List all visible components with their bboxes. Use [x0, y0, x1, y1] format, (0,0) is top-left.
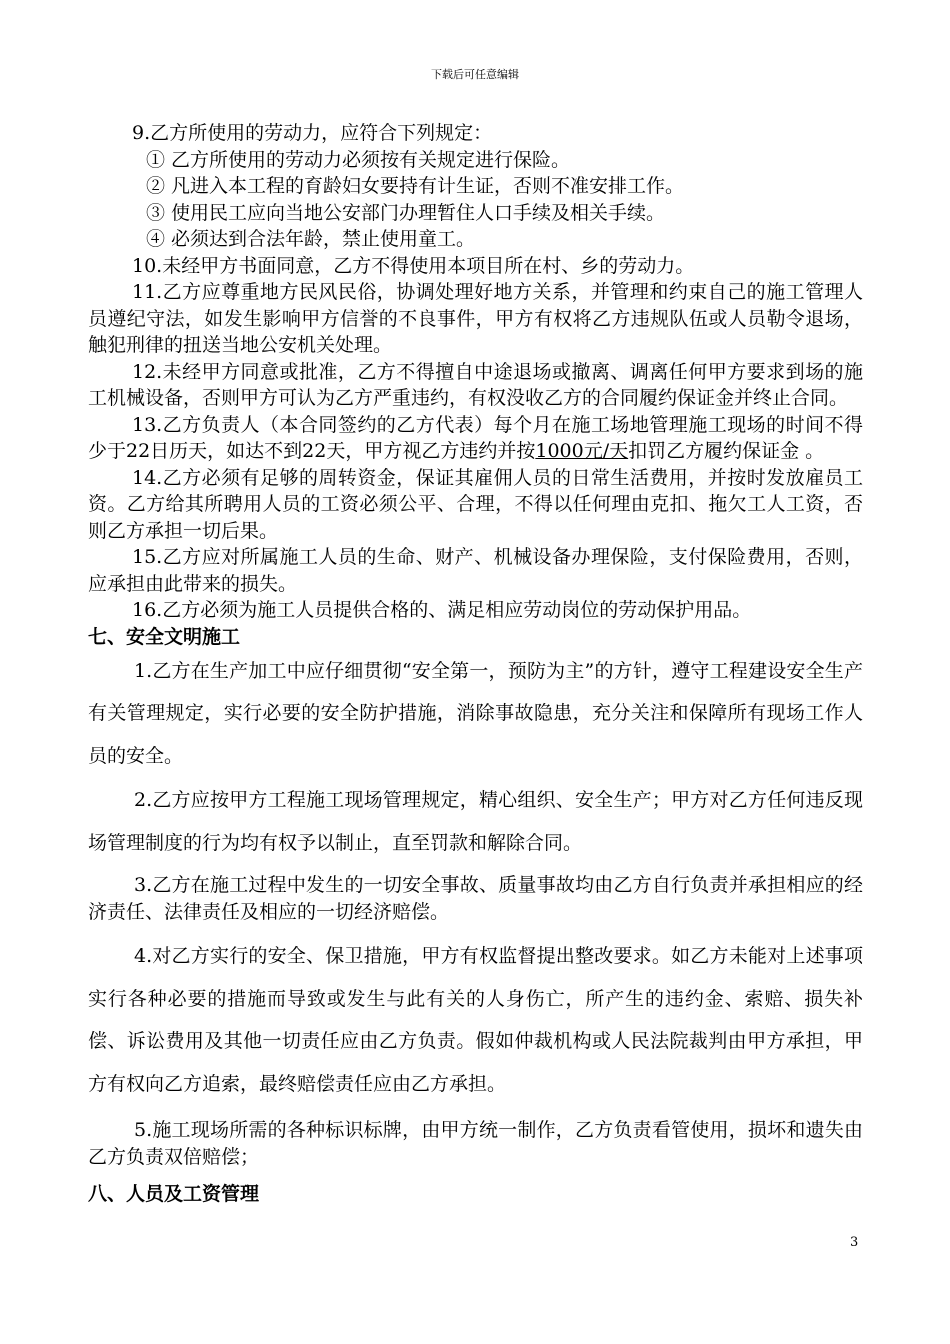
header-note: 下载后可任意编辑: [431, 68, 519, 81]
clause-15: 15.乙方应对所属施工人员的生命、财产、机械设备办理保险，支付保险费用，否则，应承担由此带来的损失。: [88, 546, 863, 595]
clause-10: 10.未经甲方书面同意，乙方不得使用本项目所在村、乡的劳动力。: [132, 254, 695, 277]
section-7-heading: 七、安全文明施工: [88, 625, 241, 648]
clause-13: [88, 412, 863, 465]
document-body: [88, 120, 863, 1207]
clause-9: 9.乙方所使用的劳动力，应符合下列规定：: [132, 122, 493, 144]
clause-9-item-1: ① 乙方所使用的劳动力必须按有关规定进行保险。: [146, 148, 571, 171]
section-7-clause-5: 5.施工现场所需的各种标识标牌，由甲方统一制作，乙方负责看管使用，损坏和遗失由乙方负责双倍赔偿；: [88, 1119, 863, 1168]
clause-13-text-a: 13.乙方负责人（本合同签约的乙方代表）每个月在施工场地管理施工现场的时间不得少于22日历天，如达不到22天，甲方视乙方违约并按: [88, 413, 863, 462]
section-7-clause-3: 3.乙方在施工过程中发生的一切安全事故、质量事故均由乙方自行负责并承担相应的经济责任、法律责任及相应的一切经济赔偿。: [88, 874, 863, 923]
clause-9-item-4: ④ 必须达到合法年龄，禁止使用童工。: [146, 228, 476, 250]
clause-9-item-2: ② 凡进入本工程的育龄妇女要持有计生证，否则不准安排工作。: [146, 175, 685, 197]
page-number: 3: [850, 1235, 859, 1250]
clause-9-item-3: ③ 使用民工应向当地公安部门办理暂住人口手续及相关手续。: [146, 201, 666, 224]
section-7-clause-1: 1.乙方在生产加工中应仔细贯彻“安全第一，预防为主”的方针，遵守工程建设安全生产有关管理规定，实行必要的安全防护措施，消除事故隐患，充分关注和保障所有现场工作人员的安全。: [88, 659, 863, 767]
clause-11: 11.乙方应尊重地方民风民俗，协调处理好地方关系，并管理和约束自己的施工管理人员遵纪守法，如发生影响甲方信誉的不良事件，甲方有权将乙方违规队伍或人员勒令退场，触犯刑律的扭送当地公安机关处理。: [88, 281, 863, 356]
clause-13-text-b: 扣罚乙方履约保证金 。: [628, 440, 825, 462]
clause-13-penalty-rate: 1000元/天: [535, 440, 629, 462]
clause-16: 16.乙方必须为施工人员提供合格的、满足相应劳动岗位的劳动保护用品。: [132, 599, 752, 621]
section-7-clause-4: 4.对乙方实行的安全、保卫措施，甲方有权监督提出整改要求。如乙方未能对上述事项实行各种必要的措施而导致或发生与此有关的人身伤亡，所产生的违约金、索赔、损失补偿、诉讼费用及其他一切责任应由乙方负责。假如仲裁机构或人民法院裁判由甲方承担，甲方有权向乙方追索，最终赔偿责任应由乙方承担。: [88, 945, 863, 1095]
section-8-heading: 八、人员及工资管理: [88, 1183, 260, 1205]
section-7-clause-2: 2.乙方应按甲方工程施工现场管理规定，精心组织、安全生产；甲方对乙方任何违反现场管理制度的行为均有权予以制止，直至罚款和解除合同。: [88, 789, 863, 854]
clause-12: 12.未经甲方同意或批准，乙方不得擅自中途退场或撤离、调离任何甲方要求到场的施工机械设备，否则甲方可认为乙方严重违约，有权没收乙方的合同履约保证金并终止合同。: [88, 360, 863, 409]
clause-14: 14.乙方必须有足够的周转资金，保证其雇佣人员的日常生活费用，并按时发放雇员工资。乙方给其所聘用人员的工资必须公平、合理，不得以任何理由克扣、拖欠工人工资，否则乙方承担一切后果。: [88, 466, 863, 542]
